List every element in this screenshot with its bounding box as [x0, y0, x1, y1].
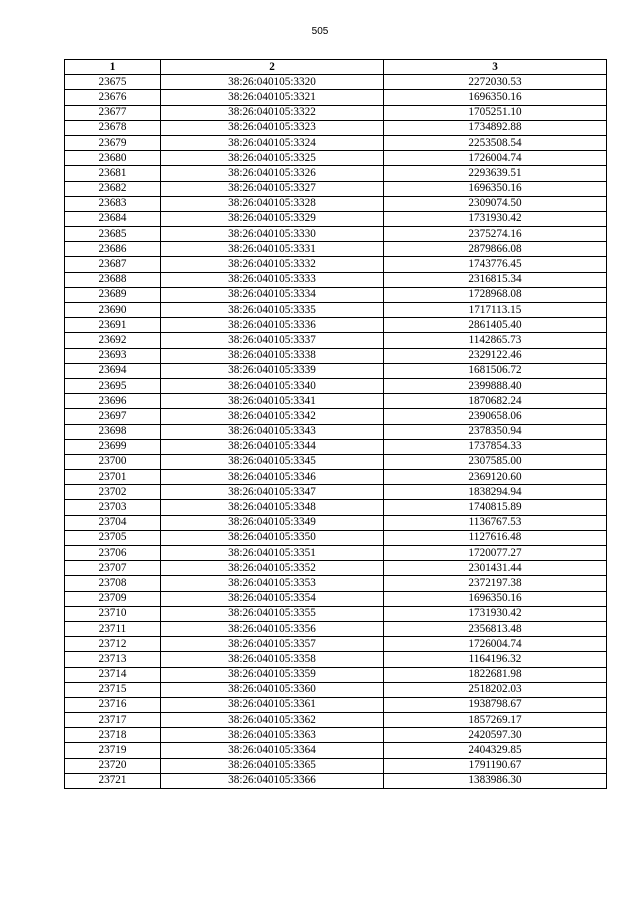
row-number-cell: 23720: [65, 758, 161, 773]
table-row: [65, 530, 607, 545]
table-row: [65, 105, 607, 120]
table-row: [65, 409, 607, 424]
column-header-2: 2: [161, 60, 384, 75]
value-cell: 2329122.46: [384, 348, 607, 363]
table-row: [65, 378, 607, 393]
cadastral-number-cell: 38:26:040105:3323: [161, 120, 384, 135]
value-cell: 2316815.34: [384, 272, 607, 287]
cadastral-number-cell: 38:26:040105:3365: [161, 758, 384, 773]
row-number-cell: 23711: [65, 621, 161, 636]
row-number-cell: 23710: [65, 606, 161, 621]
cadastral-number-cell: 38:26:040105:3336: [161, 318, 384, 333]
row-number-cell: 23706: [65, 546, 161, 561]
table-row: [65, 606, 607, 621]
row-number-cell: 23691: [65, 318, 161, 333]
row-number-cell: 23696: [65, 394, 161, 409]
cadastral-number-cell: 38:26:040105:3364: [161, 743, 384, 758]
cadastral-number-cell: 38:26:040105:3330: [161, 227, 384, 242]
value-cell: 1737854.33: [384, 439, 607, 454]
table-row: [65, 652, 607, 667]
row-number-cell: 23686: [65, 242, 161, 257]
row-number-cell: 23682: [65, 181, 161, 196]
value-cell: 1857269.17: [384, 713, 607, 728]
cadastral-number-cell: 38:26:040105:3355: [161, 606, 384, 621]
table-row: [65, 272, 607, 287]
cadastral-number-cell: 38:26:040105:3324: [161, 135, 384, 150]
cadastral-number-cell: 38:26:040105:3347: [161, 485, 384, 500]
value-cell: 1726004.74: [384, 151, 607, 166]
cadastral-number-cell: 38:26:040105:3346: [161, 470, 384, 485]
cadastral-number-cell: 38:26:040105:3322: [161, 105, 384, 120]
header-row: [65, 60, 607, 75]
cadastral-number-cell: 38:26:040105:3340: [161, 378, 384, 393]
value-cell: 1383986.30: [384, 773, 607, 788]
value-cell: 1164196.32: [384, 652, 607, 667]
table-row: [65, 682, 607, 697]
value-cell: 2272030.53: [384, 75, 607, 90]
cadastral-number-cell: 38:26:040105:3320: [161, 75, 384, 90]
cadastral-number-cell: 38:26:040105:3362: [161, 713, 384, 728]
row-number-cell: 23694: [65, 363, 161, 378]
value-cell: 2399888.40: [384, 378, 607, 393]
cadastral-number-cell: 38:26:040105:3342: [161, 409, 384, 424]
cadastral-number-cell: 38:26:040105:3328: [161, 196, 384, 211]
cadastral-number-cell: 38:26:040105:3366: [161, 773, 384, 788]
cadastral-number-cell: 38:26:040105:3337: [161, 333, 384, 348]
row-number-cell: 23698: [65, 424, 161, 439]
cadastral-number-cell: 38:26:040105:3329: [161, 211, 384, 226]
table-row: [65, 697, 607, 712]
row-number-cell: 23714: [65, 667, 161, 682]
table-row: [65, 75, 607, 90]
row-number-cell: 23705: [65, 530, 161, 545]
table-row: [65, 591, 607, 606]
value-cell: 1696350.16: [384, 90, 607, 105]
cadastral-number-cell: 38:26:040105:3326: [161, 166, 384, 181]
row-number-cell: 23709: [65, 591, 161, 606]
row-number-cell: 23688: [65, 272, 161, 287]
column-header-3: 3: [384, 60, 607, 75]
row-number-cell: 23707: [65, 561, 161, 576]
value-cell: 1705251.10: [384, 105, 607, 120]
cadastral-number-cell: 38:26:040105:3351: [161, 546, 384, 561]
cadastral-number-cell: 38:26:040105:3350: [161, 530, 384, 545]
cadastral-number-cell: 38:26:040105:3335: [161, 303, 384, 318]
value-cell: 1696350.16: [384, 181, 607, 196]
table-row: [65, 637, 607, 652]
row-number-cell: 23713: [65, 652, 161, 667]
table-row: [65, 120, 607, 135]
cadastral-number-cell: 38:26:040105:3359: [161, 667, 384, 682]
value-cell: 1838294.94: [384, 485, 607, 500]
table-row: [65, 181, 607, 196]
cadastral-number-cell: 38:26:040105:3353: [161, 576, 384, 591]
value-cell: 1743776.45: [384, 257, 607, 272]
column-header-1: 1: [65, 60, 161, 75]
row-number-cell: 23693: [65, 348, 161, 363]
row-number-cell: 23677: [65, 105, 161, 120]
value-cell: 1791190.67: [384, 758, 607, 773]
table-row: [65, 287, 607, 302]
table-row: [65, 135, 607, 150]
table-row: [65, 515, 607, 530]
value-cell: 1938798.67: [384, 697, 607, 712]
row-number-cell: 23708: [65, 576, 161, 591]
table-row: [65, 500, 607, 515]
cadastral-number-cell: 38:26:040105:3333: [161, 272, 384, 287]
table-row: [65, 394, 607, 409]
cadastral-number-cell: 38:26:040105:3361: [161, 697, 384, 712]
value-cell: 1731930.42: [384, 211, 607, 226]
value-cell: 1740815.89: [384, 500, 607, 515]
table-row: [65, 348, 607, 363]
row-number-cell: 23681: [65, 166, 161, 181]
cadastral-number-cell: 38:26:040105:3339: [161, 363, 384, 378]
value-cell: 1734892.88: [384, 120, 607, 135]
row-number-cell: 23679: [65, 135, 161, 150]
row-number-cell: 23716: [65, 697, 161, 712]
cadastral-number-cell: 38:26:040105:3343: [161, 424, 384, 439]
row-number-cell: 23690: [65, 303, 161, 318]
value-cell: 2378350.94: [384, 424, 607, 439]
row-number-cell: 23695: [65, 378, 161, 393]
cadastral-number-cell: 38:26:040105:3334: [161, 287, 384, 302]
table-header: [65, 60, 607, 75]
value-cell: 2518202.03: [384, 682, 607, 697]
table-row: [65, 713, 607, 728]
value-cell: 1731930.42: [384, 606, 607, 621]
row-number-cell: 23703: [65, 500, 161, 515]
table-row: [65, 576, 607, 591]
cadastral-number-cell: 38:26:040105:3352: [161, 561, 384, 576]
value-cell: 2375274.16: [384, 227, 607, 242]
value-cell: 1696350.16: [384, 591, 607, 606]
value-cell: 2356813.48: [384, 621, 607, 636]
row-number-cell: 23699: [65, 439, 161, 454]
table-row: [65, 303, 607, 318]
table-row: [65, 211, 607, 226]
row-number-cell: 23700: [65, 454, 161, 469]
row-number-cell: 23712: [65, 637, 161, 652]
table-row: [65, 333, 607, 348]
row-number-cell: 23684: [65, 211, 161, 226]
table-row: [65, 667, 607, 682]
table-row: [65, 728, 607, 743]
value-cell: 1717113.15: [384, 303, 607, 318]
value-cell: 2879866.08: [384, 242, 607, 257]
registry-table: [64, 59, 607, 789]
table-row: [65, 90, 607, 105]
cadastral-number-cell: 38:26:040105:3356: [161, 621, 384, 636]
table-row: [65, 621, 607, 636]
value-cell: 2253508.54: [384, 135, 607, 150]
value-cell: 1726004.74: [384, 637, 607, 652]
cadastral-number-cell: 38:26:040105:3325: [161, 151, 384, 166]
row-number-cell: 23721: [65, 773, 161, 788]
cadastral-number-cell: 38:26:040105:3348: [161, 500, 384, 515]
value-cell: 2293639.51: [384, 166, 607, 181]
value-cell: 1681506.72: [384, 363, 607, 378]
cadastral-number-cell: 38:26:040105:3338: [161, 348, 384, 363]
table-body: [65, 75, 607, 789]
cadastral-number-cell: 38:26:040105:3344: [161, 439, 384, 454]
cadastral-number-cell: 38:26:040105:3360: [161, 682, 384, 697]
table-row: [65, 470, 607, 485]
cadastral-number-cell: 38:26:040105:3363: [161, 728, 384, 743]
table-row: [65, 257, 607, 272]
row-number-cell: 23676: [65, 90, 161, 105]
row-number-cell: 23678: [65, 120, 161, 135]
table-row: [65, 546, 607, 561]
value-cell: 2309074.50: [384, 196, 607, 211]
table-row: [65, 151, 607, 166]
row-number-cell: 23689: [65, 287, 161, 302]
value-cell: 2404329.85: [384, 743, 607, 758]
cadastral-number-cell: 38:26:040105:3358: [161, 652, 384, 667]
row-number-cell: 23718: [65, 728, 161, 743]
cadastral-number-cell: 38:26:040105:3327: [161, 181, 384, 196]
table-row: [65, 485, 607, 500]
table-row: [65, 424, 607, 439]
value-cell: 1728968.08: [384, 287, 607, 302]
row-number-cell: 23692: [65, 333, 161, 348]
row-number-cell: 23702: [65, 485, 161, 500]
table-row: [65, 227, 607, 242]
row-number-cell: 23680: [65, 151, 161, 166]
table-row: [65, 743, 607, 758]
value-cell: 1142865.73: [384, 333, 607, 348]
value-cell: 1136767.53: [384, 515, 607, 530]
page-number: 505: [311, 26, 329, 37]
row-number-cell: 23697: [65, 409, 161, 424]
table-row: [65, 166, 607, 181]
value-cell: 2369120.60: [384, 470, 607, 485]
table-row: [65, 561, 607, 576]
value-cell: 1822681.98: [384, 667, 607, 682]
cadastral-number-cell: 38:26:040105:3331: [161, 242, 384, 257]
row-number-cell: 23687: [65, 257, 161, 272]
row-number-cell: 23704: [65, 515, 161, 530]
cadastral-number-cell: 38:26:040105:3357: [161, 637, 384, 652]
row-number-cell: 23685: [65, 227, 161, 242]
table-row: [65, 758, 607, 773]
table-row: [65, 454, 607, 469]
value-cell: 1870682.24: [384, 394, 607, 409]
value-cell: 2372197.38: [384, 576, 607, 591]
value-cell: 2301431.44: [384, 561, 607, 576]
row-number-cell: 23715: [65, 682, 161, 697]
row-number-cell: 23675: [65, 75, 161, 90]
table-row: [65, 242, 607, 257]
table-row: [65, 439, 607, 454]
value-cell: 2861405.40: [384, 318, 607, 333]
cadastral-number-cell: 38:26:040105:3332: [161, 257, 384, 272]
value-cell: 1127616.48: [384, 530, 607, 545]
value-cell: 2307585.00: [384, 454, 607, 469]
cadastral-number-cell: 38:26:040105:3345: [161, 454, 384, 469]
table-row: [65, 318, 607, 333]
table-row: [65, 363, 607, 378]
cadastral-number-cell: 38:26:040105:3354: [161, 591, 384, 606]
cadastral-number-cell: 38:26:040105:3349: [161, 515, 384, 530]
row-number-cell: 23701: [65, 470, 161, 485]
row-number-cell: 23717: [65, 713, 161, 728]
row-number-cell: 23719: [65, 743, 161, 758]
cadastral-number-cell: 38:26:040105:3321: [161, 90, 384, 105]
table-row: [65, 196, 607, 211]
value-cell: 2420597.30: [384, 728, 607, 743]
value-cell: 1720077.27: [384, 546, 607, 561]
row-number-cell: 23683: [65, 196, 161, 211]
table-row: [65, 773, 607, 788]
value-cell: 2390658.06: [384, 409, 607, 424]
cadastral-number-cell: 38:26:040105:3341: [161, 394, 384, 409]
